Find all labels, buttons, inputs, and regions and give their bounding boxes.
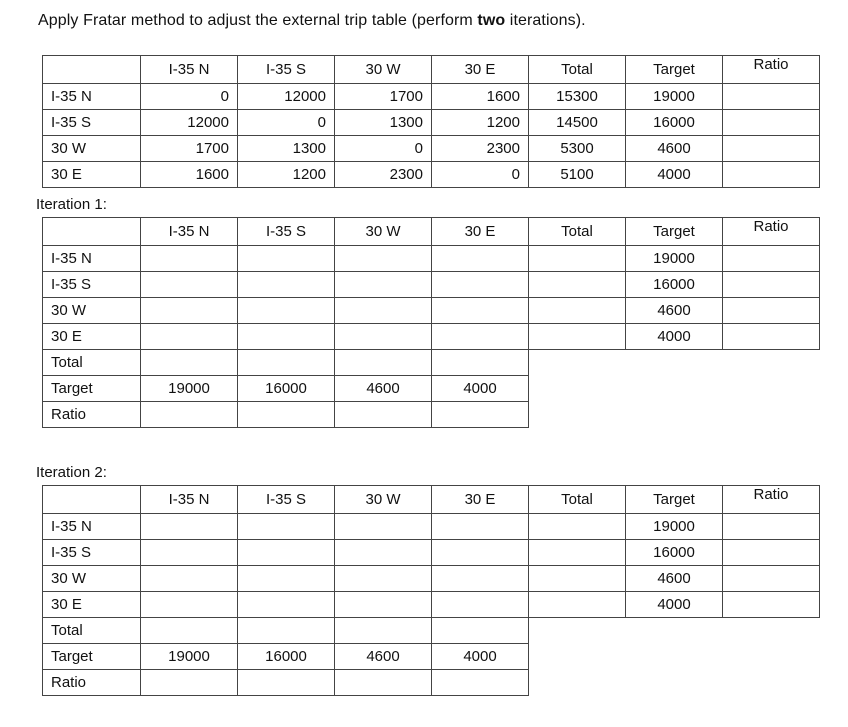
empty-cell [238, 272, 335, 298]
iteration-2-label: Iteration 2: [36, 464, 107, 481]
empty-cell [141, 324, 238, 350]
blank-cell [529, 670, 626, 696]
ratio-cell [723, 110, 820, 136]
empty-cell [335, 272, 432, 298]
table-cell: 0 [432, 162, 529, 188]
ratio-cell [723, 566, 820, 592]
col-header-total: Total [529, 486, 626, 514]
target-cell: 4000 [626, 592, 723, 618]
table-cell: 2300 [335, 162, 432, 188]
empty-cell [141, 618, 238, 644]
header-row [43, 218, 820, 246]
col-target-cell: 4600 [335, 644, 432, 670]
empty-cell [335, 540, 432, 566]
empty-cell [432, 324, 529, 350]
blank-cell [723, 350, 820, 376]
row-label-target: Target [43, 644, 141, 670]
table-cell: 0 [238, 110, 335, 136]
row-label-target: Target [43, 376, 141, 402]
ratio-cell [723, 272, 820, 298]
table-row [43, 540, 820, 566]
row-label: 30 E [43, 162, 141, 188]
col-header-i35s: I-35 S [238, 218, 335, 246]
table-cell: 1700 [335, 84, 432, 110]
blank-cell [723, 670, 820, 696]
col-header-i35n: I-35 N [141, 56, 238, 84]
iteration-1-label: Iteration 1: [36, 196, 107, 213]
empty-cell [141, 298, 238, 324]
empty-cell [238, 514, 335, 540]
row-label-ratio: Ratio [43, 402, 141, 428]
table-cell: 1300 [238, 136, 335, 162]
total-row [43, 350, 820, 376]
table-row [43, 566, 820, 592]
target-cell: 16000 [626, 540, 723, 566]
table-cell: 2300 [432, 136, 529, 162]
empty-cell [141, 566, 238, 592]
table-cell: 1200 [432, 110, 529, 136]
ratio-cell [723, 162, 820, 188]
table-row [43, 324, 820, 350]
empty-cell [529, 540, 626, 566]
empty-cell [529, 298, 626, 324]
blank-cell [626, 644, 723, 670]
table-row [43, 136, 820, 162]
table-row [43, 272, 820, 298]
col-header-30w: 30 W [335, 56, 432, 84]
problem-statement: Apply Fratar method to adjust the external trip table (perform two iterations). [38, 12, 586, 29]
iteration-1-table [42, 217, 820, 428]
ratio-cell [723, 84, 820, 110]
empty-cell [432, 540, 529, 566]
row-label: I-35 N [43, 514, 141, 540]
table-cell: 12000 [238, 84, 335, 110]
table-row [43, 84, 820, 110]
target-cell: 4600 [626, 566, 723, 592]
col-header-30w: 30 W [335, 218, 432, 246]
col-target-cell: 19000 [141, 644, 238, 670]
target-row [43, 376, 820, 402]
table-row [43, 162, 820, 188]
empty-cell [529, 246, 626, 272]
ratio-cell [723, 324, 820, 350]
blank-cell [529, 376, 626, 402]
blank-cell [626, 350, 723, 376]
row-label: I-35 S [43, 272, 141, 298]
empty-cell [432, 350, 529, 376]
empty-cell [529, 592, 626, 618]
empty-cell [432, 246, 529, 272]
empty-cell [141, 402, 238, 428]
table-row [43, 246, 820, 272]
col-header-target: Target [626, 56, 723, 84]
empty-cell [432, 272, 529, 298]
table-cell: 14500 [529, 110, 626, 136]
ratio-cell [723, 136, 820, 162]
blank-cell [529, 644, 626, 670]
row-label: 30 W [43, 566, 141, 592]
table-cell: 0 [141, 84, 238, 110]
empty-cell [238, 592, 335, 618]
target-cell: 4000 [626, 324, 723, 350]
row-label-ratio: Ratio [43, 670, 141, 696]
table-row [43, 298, 820, 324]
row-label: I-35 S [43, 110, 141, 136]
empty-cell [432, 566, 529, 592]
empty-cell [335, 324, 432, 350]
target-row [43, 644, 820, 670]
row-label: 30 W [43, 298, 141, 324]
empty-cell [529, 514, 626, 540]
empty-cell [432, 298, 529, 324]
empty-cell [335, 670, 432, 696]
target-cell: 19000 [626, 514, 723, 540]
empty-cell [335, 246, 432, 272]
empty-cell [335, 618, 432, 644]
table-cell: 5100 [529, 162, 626, 188]
empty-cell [335, 298, 432, 324]
target-cell: 16000 [626, 272, 723, 298]
table-cell: 4000 [626, 162, 723, 188]
table-cell: 1600 [141, 162, 238, 188]
col-header-i35s: I-35 S [238, 486, 335, 514]
row-label: I-35 N [43, 84, 141, 110]
col-header-target: Target [626, 486, 723, 514]
table-cell: 19000 [626, 84, 723, 110]
table-cell: 1200 [238, 162, 335, 188]
ratio-cell [723, 246, 820, 272]
col-header-30w: 30 W [335, 486, 432, 514]
col-target-cell: 16000 [238, 644, 335, 670]
blank-cell [529, 402, 626, 428]
col-target-cell: 4000 [432, 376, 529, 402]
empty-cell [141, 246, 238, 272]
total-row [43, 618, 820, 644]
empty-cell [141, 670, 238, 696]
empty-cell [238, 298, 335, 324]
ratio-cell [723, 540, 820, 566]
table-cell: 5300 [529, 136, 626, 162]
empty-cell [141, 540, 238, 566]
blank-cell [626, 376, 723, 402]
col-target-cell: 19000 [141, 376, 238, 402]
empty-cell [238, 618, 335, 644]
empty-cell [141, 514, 238, 540]
row-label: I-35 N [43, 246, 141, 272]
blank-cell [529, 618, 626, 644]
row-label: 30 W [43, 136, 141, 162]
empty-cell [529, 324, 626, 350]
row-label-total: Total [43, 618, 141, 644]
ratio-cell [723, 298, 820, 324]
row-label: 30 E [43, 592, 141, 618]
empty-cell [238, 324, 335, 350]
empty-cell [141, 592, 238, 618]
empty-cell [335, 592, 432, 618]
blank-cell [723, 402, 820, 428]
blank-cell [723, 644, 820, 670]
col-header-i35n: I-35 N [141, 218, 238, 246]
empty-cell [335, 566, 432, 592]
col-header-i35s: I-35 S [238, 56, 335, 84]
corner-cell [43, 218, 141, 246]
empty-cell [238, 246, 335, 272]
table-cell: 4600 [626, 136, 723, 162]
table-row [43, 110, 820, 136]
table-cell: 1600 [432, 84, 529, 110]
header-row [43, 486, 820, 514]
iteration-2-table [42, 485, 820, 696]
empty-cell [238, 540, 335, 566]
empty-cell [335, 402, 432, 428]
empty-cell [141, 350, 238, 376]
empty-cell [238, 350, 335, 376]
corner-cell [43, 56, 141, 84]
row-label: 30 E [43, 324, 141, 350]
row-label: I-35 S [43, 540, 141, 566]
col-target-cell: 4600 [335, 376, 432, 402]
empty-cell [432, 402, 529, 428]
col-header-total: Total [529, 218, 626, 246]
table-row [43, 592, 820, 618]
ratio-row [43, 670, 820, 696]
header-row [43, 56, 820, 84]
blank-cell [723, 376, 820, 402]
row-label-total: Total [43, 350, 141, 376]
col-header-ratio: Ratio [723, 218, 820, 246]
table-cell: 1300 [335, 110, 432, 136]
ratio-cell [723, 514, 820, 540]
blank-cell [529, 350, 626, 376]
table-row [43, 514, 820, 540]
col-header-i35n: I-35 N [141, 486, 238, 514]
empty-cell [529, 272, 626, 298]
col-target-cell: 4000 [432, 644, 529, 670]
target-cell: 4600 [626, 298, 723, 324]
table-cell: 0 [335, 136, 432, 162]
col-header-30e: 30 E [432, 218, 529, 246]
empty-cell [335, 514, 432, 540]
blank-cell [626, 670, 723, 696]
empty-cell [238, 670, 335, 696]
ratio-row [43, 402, 820, 428]
blank-cell [723, 618, 820, 644]
empty-cell [335, 350, 432, 376]
empty-cell [432, 618, 529, 644]
col-header-total: Total [529, 56, 626, 84]
empty-cell [432, 592, 529, 618]
empty-cell [238, 402, 335, 428]
col-header-target: Target [626, 218, 723, 246]
empty-cell [432, 670, 529, 696]
base-trip-table [42, 55, 820, 188]
target-cell: 19000 [626, 246, 723, 272]
empty-cell [238, 566, 335, 592]
empty-cell [432, 514, 529, 540]
table-cell: 15300 [529, 84, 626, 110]
table-cell: 1700 [141, 136, 238, 162]
corner-cell [43, 486, 141, 514]
col-target-cell: 16000 [238, 376, 335, 402]
blank-cell [626, 402, 723, 428]
table-cell: 12000 [141, 110, 238, 136]
empty-cell [141, 272, 238, 298]
col-header-30e: 30 E [432, 486, 529, 514]
col-header-30e: 30 E [432, 56, 529, 84]
ratio-cell [723, 592, 820, 618]
blank-cell [626, 618, 723, 644]
empty-cell [529, 566, 626, 592]
col-header-ratio: Ratio [723, 486, 820, 514]
col-header-ratio: Ratio [723, 56, 820, 84]
table-cell: 16000 [626, 110, 723, 136]
